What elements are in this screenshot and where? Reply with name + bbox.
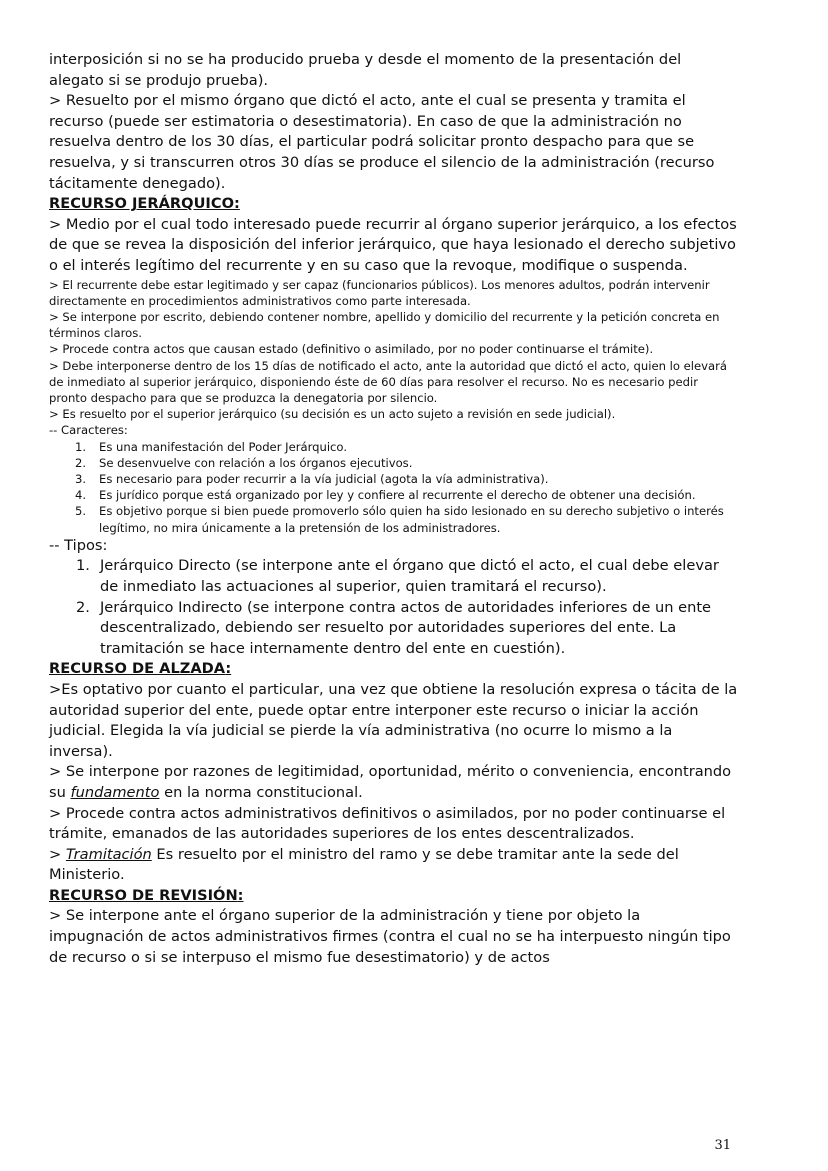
tipos-list — [49, 556, 739, 659]
caracteres-label: -- Caracteres: — [49, 423, 128, 438]
list-item: 2. Jerárquico Indirecto (se interpone contra actos de autoridades inferiores de un ente descentralizado, debiendo ser resuelto por autoridades superiores del ente. La tramitación se hace internamente dentro del ente en cuestión). — [76, 598, 712, 657]
alzada-paragraph-1: >Es optativo por cuanto el particular, una vez que obtiene la resolución expresa o tácita de la autoridad superior del ente, puede optar entre interponer este recurso o iniciar la acción judicial. Elegida la vía judicial se pierde la vía administrativa (no ocurre lo mismo a la inversa). — [49, 680, 738, 760]
alzada-paragraph-4: > Tramitación Es resuelto por el ministro del ramo y se debe tramitar ante la sede del Ministerio. — [49, 845, 679, 884]
caracteres-list — [49, 439, 739, 536]
heading-text: RECURSO DE ALZADA — [49, 660, 226, 678]
heading-recurso-jerarquico: RECURSO JERÁRQUICO: — [49, 195, 240, 213]
jerarquico-point-4: > Debe interponerse dentro de los 15 días de notificado el acto, ante la autoridad que dictó el acto, quien lo elevará de inmediato al superior jerárquico, disponiendo éste de 60 días para resolver el recurso. No es necesario pedir pronto despacho para que se produzca la denegatoria por silencio. — [49, 358, 727, 405]
tipos-label: -- Tipos: — [49, 536, 108, 554]
heading-recurso-de-alzada: RECURSO DE ALZADA: — [49, 660, 232, 678]
jerarquico-point-3: > Procede contra actos que causan estado (definitivo o asimilado, por no poder continuarse el trámite). — [49, 342, 654, 357]
revision-paragraph-1: > Se interpone ante el órgano superior de la administración y tiene por objeto la impugnación de actos administrativos firmes (contra el cual no se ha interpuesto ningún tipo de recurso o si se interpuso el mismo fue desestimatorio) y de actos — [49, 907, 731, 966]
jerarquico-point-1: > El recurrente debe estar legitimado y ser capaz (funcionarios públicos). Los menores adultos, podrán intervenir directamente en procedimientos administrativos como parte interesada. — [49, 277, 710, 308]
fundamento-emphasis: fundamento — [70, 783, 160, 801]
page-number: 31 — [714, 1138, 731, 1153]
alzada-paragraph-2: > Se interpone por razones de legitimidad, oportunidad, mérito o conveniencia, encontrando su fundamento en la norma constitucional. — [49, 763, 732, 801]
list-item: 4. Es jurídico porque está organizado por ley y confiere al recurrente el derecho de obtener una decisión. — [75, 488, 696, 503]
list-item: 5. Es objetivo porque si bien puede promoverlo sólo quien ha sido lesionado en su derecho subjetivo o interés legítimo, no mira únicamente a la pretensión de los administradores. — [75, 504, 724, 535]
alzada-paragraph-3: > Procede contra actos administrativos definitivos o asimilados, por no poder continuarse el trámite, emanados de las autoridades superiores de los entes descentralizados. — [49, 804, 726, 843]
document-page — [49, 50, 739, 968]
heading-text: RECURSO DE REVISIÓN — [49, 886, 238, 904]
list-item: 1. Es una manifestación del Poder Jerárquico. — [75, 439, 348, 454]
list-item: 2. Se desenvuelve con relación a los órganos ejecutivos. — [75, 455, 413, 470]
jerarquico-intro: > Medio por el cual todo interesado puede recurrir al órgano superior jerárquico, a los efectos de que se revea la disposición del inferior jerárquico, que haya lesionado el derecho subjetivo o el interés legítimo del recurrente y en su caso que la revoque, modifique o suspenda. — [49, 215, 737, 274]
heading-recurso-de-revision: RECURSO DE REVISIÓN: — [49, 886, 244, 904]
intro-paragraph-1: interposición si no se ha producido prueba y desde el momento de la presentación del alegato si se produjo prueba). — [49, 51, 682, 89]
list-item: 3. Es necesario para poder recurrir a la vía judicial (agota la vía administrativa). — [75, 471, 549, 486]
heading-text: RECURSO JERÁRQUICO — [49, 195, 234, 213]
tramitacion-emphasis: Tramitación — [65, 845, 152, 863]
list-item: 1. Jerárquico Directo (se interpone ante el órgano que dictó el acto, el cual debe elevar de inmediato las actuaciones al superior, quien tramitará el recurso). — [76, 557, 719, 595]
intro-paragraph-2: > Resuelto por el mismo órgano que dictó el acto, ante el cual se presenta y tramita el recurso (puede ser estimatoria o desestimatoria). En caso de que la administración no resuelva dentro de los 30 días, el particular podrá solicitar pronto despacho para que se resuelva, y si transcurren otros 30 días se produce el silencio de la administración (recurso tácitamente denegado). — [49, 92, 715, 192]
jerarquico-point-5: > Es resuelto por el superior jerárquico (su decisión es un acto sujeto a revisión en sede judicial). — [49, 407, 616, 422]
jerarquico-point-2: > Se interpone por escrito, debiendo contener nombre, apellido y domicilio del recurrente y la petición concreta en términos claros. — [49, 309, 720, 341]
